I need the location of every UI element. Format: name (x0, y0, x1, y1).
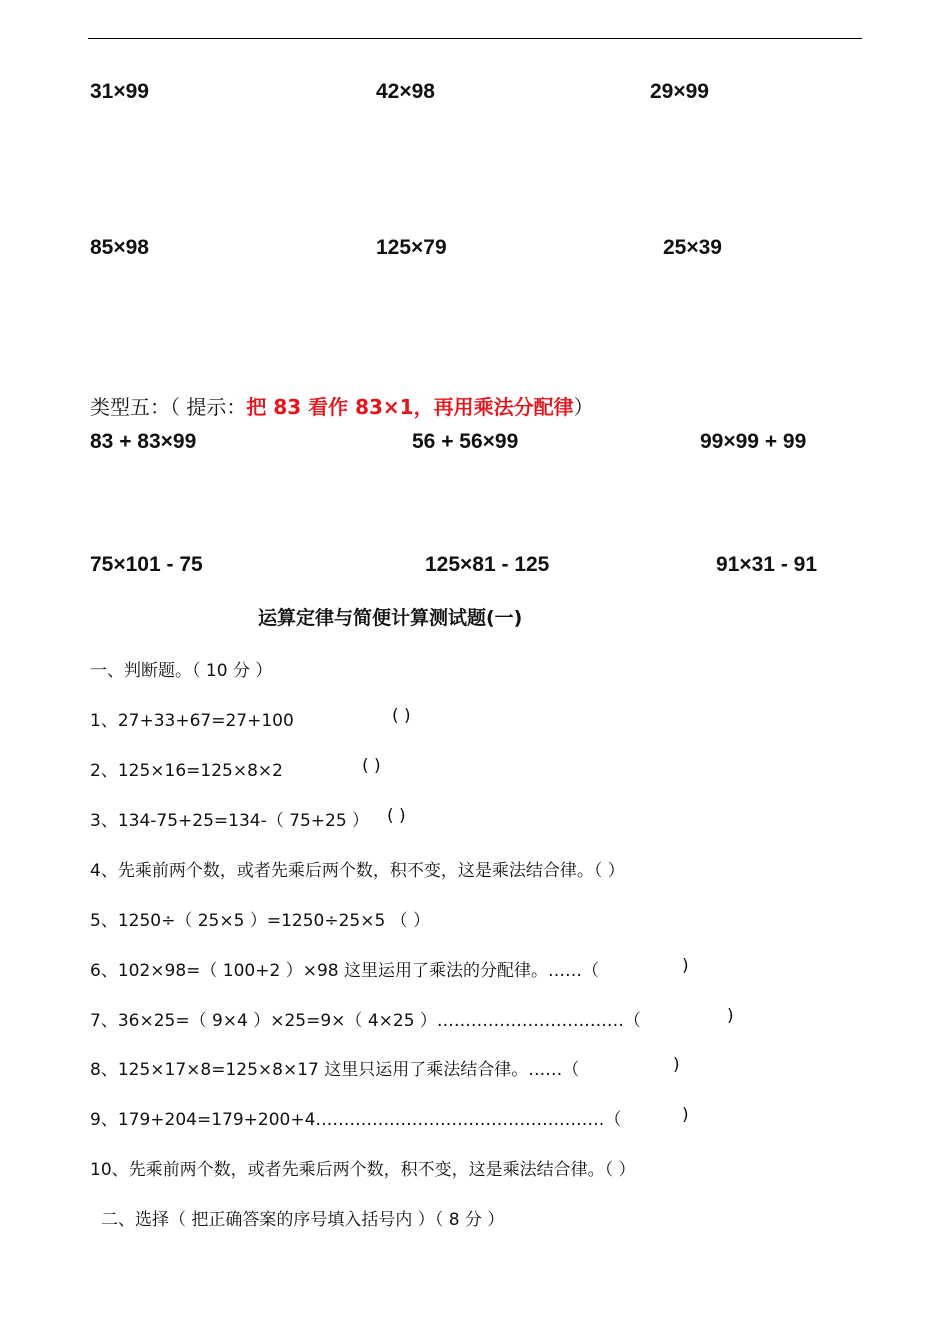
question-1: 1、27+33+67=27+100 (90, 711, 294, 731)
question-6-blank: ) (682, 956, 689, 976)
question-7-blank: ) (727, 1006, 734, 1026)
part1-heading: 一、判断题。（ 10 分 ） (90, 661, 273, 681)
expr-31x99: 31×99 (90, 80, 149, 103)
expr-125-minus: 125×81 - 125 (425, 553, 550, 576)
question-4: 4、先乘前两个数，或者先乘后两个数，积不变，这是乘法结合律。（ ） (90, 861, 625, 881)
expr-85x98: 85×98 (90, 236, 149, 259)
question-3: 3、134-75+25=134-（ 75+25 ） (90, 811, 370, 831)
section5-heading (90, 391, 594, 420)
section5-hint-close: ） (573, 395, 594, 419)
expr-42x98: 42×98 (376, 80, 435, 103)
expr-91-minus: 91×31 - 91 (716, 553, 818, 576)
expr-75-minus: 75×101 - 75 (90, 553, 203, 576)
question-9: 9、179+204=179+200+4……………………………………………（ (90, 1110, 622, 1130)
question-7: 7、36×25=（ 9×4 ）×25=9×（ 4×25 ）……………………………（ (90, 1011, 641, 1031)
section5-hint-open: （ 提示： (170, 395, 247, 419)
expr-29x99: 29×99 (650, 80, 709, 103)
section5-label: 类型五： (90, 395, 170, 419)
question-3-blank: ( ) (387, 806, 406, 826)
question-9-blank: ) (682, 1105, 689, 1125)
expr-56-plus: 56 + 56×99 (412, 430, 519, 453)
question-2-blank: ( ) (362, 756, 381, 776)
question-8: 8、125×17×8=125×8×17 这里只运用了乘法结合律。……（ (90, 1060, 580, 1080)
question-1-blank: ( ) (392, 706, 411, 726)
expr-25x39: 25×39 (663, 236, 722, 259)
question-8-blank: ) (673, 1055, 680, 1075)
section5-hint-red: 把 83 看作 83×1，再用乘法分配律 (246, 395, 574, 419)
part2-heading: 二、选择（ 把正确答案的序号填入括号内 ）（ 8 分 ） (101, 1210, 505, 1230)
expr-125x79: 125×79 (376, 236, 447, 259)
question-6: 6、102×98=（ 100+2 ）×98 这里运用了乘法的分配律。……（ (90, 961, 599, 981)
top-rule (88, 38, 862, 39)
expr-83-plus: 83 + 83×99 (90, 430, 197, 453)
question-10: 10、先乘前两个数，或者先乘后两个数，积不变，这是乘法结合律。（ ） (90, 1160, 636, 1180)
test-title: 运算定律与简便计算测试题(一) (258, 607, 523, 629)
question-2: 2、125×16=125×8×2 (90, 761, 283, 781)
expr-99-plus: 99×99 + 99 (700, 430, 807, 453)
question-5: 5、1250÷（ 25×5 ）=1250÷25×5 （ ） (90, 911, 431, 931)
